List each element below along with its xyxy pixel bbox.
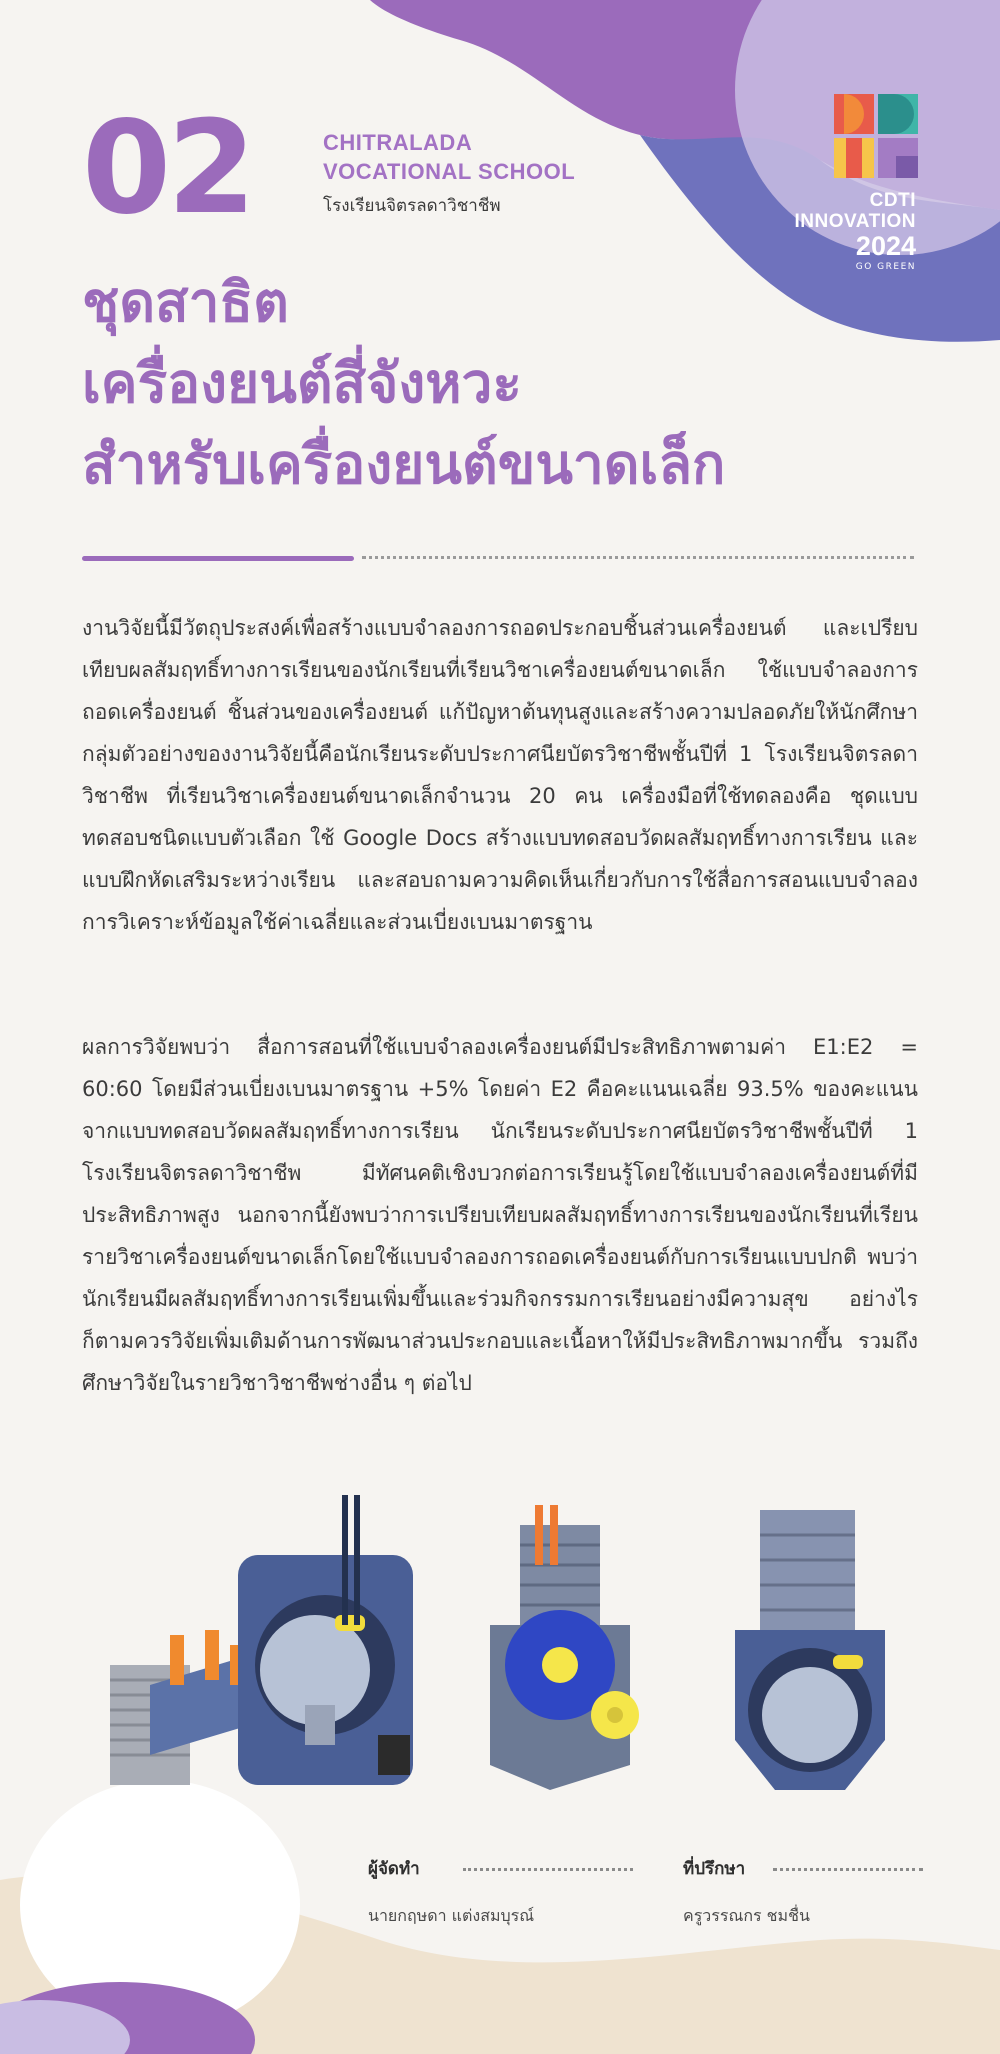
advisor-label: ที่ปรึกษา xyxy=(683,1859,746,1879)
advisor-dotted-line xyxy=(773,1868,923,1871)
school-name-en-line1: CHITRALADA xyxy=(323,130,473,155)
cdti-logo-mark-icon xyxy=(834,94,918,178)
title-line-2: เครื่องยนต์สี่จังหวะ xyxy=(82,351,522,415)
school-name-en-line2: VOCATIONAL SCHOOL xyxy=(323,159,576,184)
advisor-name: ครูวรรณกร ชมชื่น xyxy=(683,1906,810,1925)
school-name xyxy=(323,128,575,219)
maker-label: ผู้จัดทำ xyxy=(368,1859,420,1879)
project-title xyxy=(82,262,962,505)
maker-name: นายกฤษดา แต่งสมบุรณ์ xyxy=(368,1906,535,1925)
divider-accent xyxy=(82,556,354,561)
engine-model-image-3 xyxy=(725,1510,895,1800)
credits-advisor xyxy=(683,1855,810,1929)
maker-dotted-line xyxy=(463,1868,633,1871)
logo-line-go-green: GO GREEN xyxy=(855,262,916,272)
project-number: 02 xyxy=(82,94,253,243)
title-line-1: ชุดสาธิต xyxy=(82,270,289,334)
logo-line-cdti: CDTI xyxy=(869,190,916,211)
logo-line-year: 2024 xyxy=(855,231,916,261)
logo-text xyxy=(795,190,916,273)
abstract-paragraph-2: ผลการวิจัยพบว่า สื่อการสอนที่ใช้แบบจำลองเครื่องยนต์มีประสิทธิภาพตามค่า E1:E2 = 60:60 โดยมีส่วนเบี่ยงเบนมาตรฐาน +5% โดยค่า E2 คือคะแนนเฉลี่ย 93.5% ของคะแนนจากแบบทดสอบวัดผลสัมฤทธิ์ทางการเรียน นักเรียนระดับประกาศนียบัตรวิชาชีพชั้นปีที่ 1 โรงเรียนจิตรลดาวิชาชีพ มีทัศนคติเชิงบวกต่อการเรียนรู้โดยใช้แบบจำลองเครื่องยนต์ที่มีประสิทธิภาพสูง นอกจากนี้ยังพบว่าการเปรียบเทียบผลสัมฤทธิ์ทางการเรียนของนักเรียนที่เรียนรายวิชาเครื่องยนต์ขนาดเล็กโดยใช้แบบจำลองการถอดเครื่องยนต์กับการเรียนแบบปกติ พบว่านักเรียนมีผลสัมฤทธิ์ทางการเรียนเพิ่มขึ้นและร่วมกิจกรรมการเรียนอย่างมีความสุข อย่างไรก็ตามควรวิจัยเพิ่มเติมด้านการพัฒนาส่วนประกอบและเนื้อหาให้มีประสิทธิภาพมากขึ้น รวมถึงศึกษาวิจัยในรายวิชาวิชาชีพช่างอื่น ๆ ต่อไป xyxy=(82,1035,918,1395)
abstract-paragraph-1: งานวิจัยนี้มีวัตถุประสงค์เพื่อสร้างแบบจำลองการถอดประกอบชิ้นส่วนเครื่องยนต์ และเปรียบเทียบผลสัมฤทธิ์ทางการเรียนของนักเรียนที่เรียนวิชาเครื่องยนต์ขนาดเล็ก ใช้แบบจำลองการถอดเครื่องยนต์ ชิ้นส่วนของเครื่องยนต์ แก้ปัญหาต้นทุนสูงและสร้างความปลอดภัยให้นักศึกษา กลุ่มตัวอย่างของงานวิจัยนี้คือนักเรียนระดับประกาศนียบัตรวิชาชีพชั้นปีที่ 1 โรงเรียนจิตรลดาวิชาชีพ ที่เรียนวิชาเครื่องยนต์ขนาดเล็กจำนวน 20 คน เครื่องมือที่ใช้ทดลองคือ ชุดแบบทดสอบชนิดแบบตัวเลือก ใช้ Google Docs สร้างแบบทดสอบวัดผลสัมฤทธิ์ทางการเรียน และแบบฝึกหัดเสริมระหว่างเรียน และสอบถามความคิดเห็นเกี่ยวกับการใช้สื่อการสอนแบบจำลอง การวิเคราะห์ข้อมูลใช้ค่าเฉลี่ยและส่วนเบี่ยงเบนมาตรฐาน xyxy=(82,616,918,934)
engine-model-image-1 xyxy=(110,1495,420,1795)
credits-maker xyxy=(368,1855,534,1929)
logo-line-innovation: INNOVATION xyxy=(794,211,916,232)
school-name-th: โรงเรียนจิตรลดาวิชาชีพ xyxy=(323,196,501,216)
title-line-3: สำหรับเครื่องยนต์ขนาดเล็ก xyxy=(82,432,726,496)
engine-model-image-2 xyxy=(480,1505,650,1795)
divider-dotted xyxy=(362,556,914,559)
